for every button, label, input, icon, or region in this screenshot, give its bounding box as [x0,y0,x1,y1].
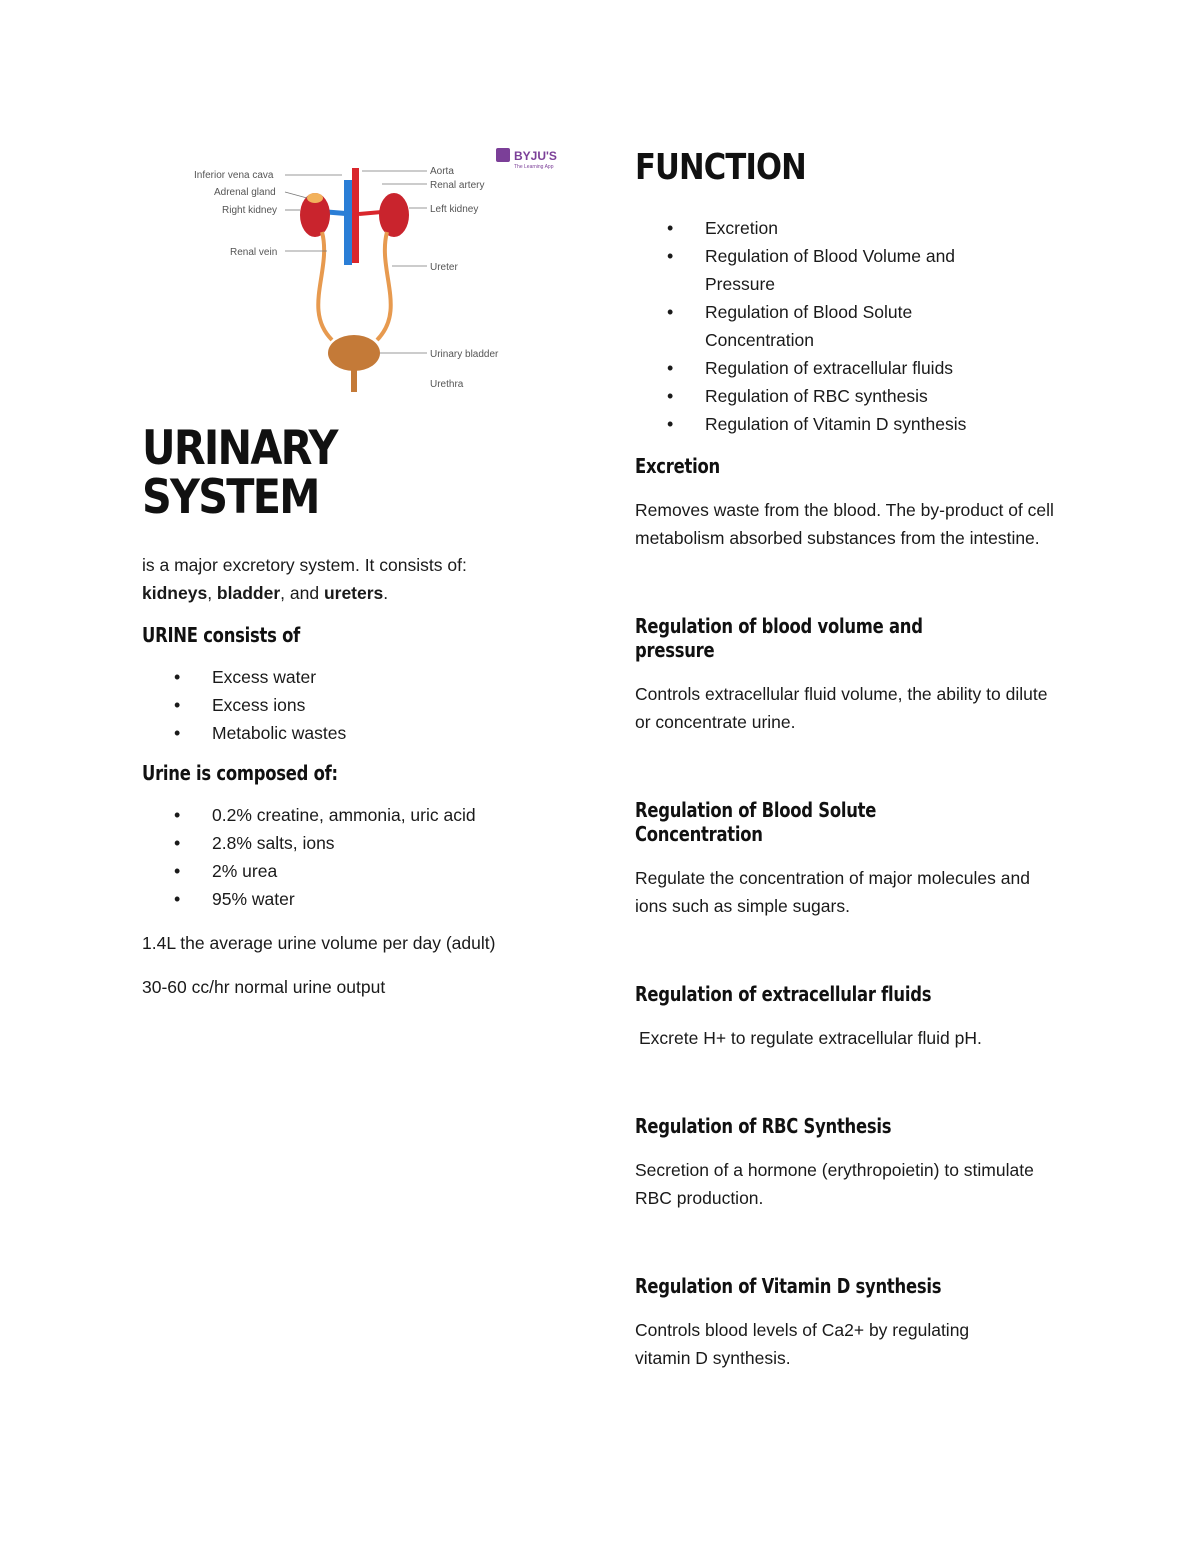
section-heading: Regulation of RBC Synthesis [635,1113,892,1138]
list-item: • 2.8% salts, ions [142,829,572,857]
section-heading: Regulation of extracellular fluids [635,981,932,1006]
right-ureter-shape [318,232,332,340]
list-item: • Excretion [635,214,1075,242]
brand-name: BYJU'S [514,149,557,163]
list-item: • Metabolic wastes [142,719,572,747]
intro-text [142,551,572,607]
list-item: • Excess ions [142,691,572,719]
section-heading: Regulation of Blood Solute Concentration [635,797,877,846]
label-adrenal-gland: Adrenal gland [214,187,276,198]
volume-note: 1.4L the average urine volume per day (adult) [142,932,496,953]
label-renal-vein: Renal vein [230,247,278,258]
urine-list [142,663,572,747]
aorta-shape [352,168,359,263]
section-body: Regulate the concentration of major molecules and ions such as simple sugars. [635,867,1030,916]
bladder-shape [328,335,380,371]
list-item: • Regulation of extracellular fluids [635,354,1075,382]
brand-logo-icon [496,148,510,162]
label-renal-artery: Renal artery [430,180,485,191]
composed-list [142,801,572,913]
list-item: • Regulation of Blood Solute Concentration [635,298,1005,354]
list-item: • Excess water [142,663,572,691]
adrenal-gland-shape [307,193,323,203]
section-heading: Excretion [635,453,720,478]
intro-sentence: is a major excretory system. It consists of: [142,554,467,575]
left-kidney-shape [379,193,409,237]
list-item: • 95% water [142,885,572,913]
renal-vein-shape [327,212,352,214]
section-heading: Regulation of Vitamin D synthesis [635,1273,942,1298]
vena-cava-shape [344,180,352,265]
section-body: Removes waste from the blood. The by-product of cell metabolism absorbed substances from the intestine. [635,499,1054,548]
intro-end: . [383,582,389,603]
section-body: Controls extracellular fluid volume, the ability to dilute or concentrate urine. [635,683,1048,732]
intro-bladder: bladder [216,582,281,603]
urine-heading: URINE consists of [142,622,301,647]
intro-ureters: ureters [323,582,384,603]
label-right-kidney: Right kidney [222,205,278,216]
section-heading: Regulation of blood volume and pressure [635,613,923,662]
label-urinary-bladder: Urinary bladder [430,349,499,360]
label-inferior-vena-cava: Inferior vena cava [194,170,274,181]
label-ureter: Ureter [430,262,458,273]
intro-sep-2: , and [280,582,324,603]
output-note: 30-60 cc/hr normal urine output [142,976,386,997]
intro-sep-1: , [207,582,217,603]
section-body: Excrete H+ to regulate extracellular fluid pH. [639,1027,982,1048]
left-ureter-shape [377,232,391,340]
label-urethra: Urethra [430,379,464,390]
function-title: FUNCTION [635,147,806,188]
diagram-svg [182,140,612,400]
intro-kidneys: kidneys [142,582,208,603]
section-body: Secretion of a hormone (erythropoietin) to stimulate RBC production. [635,1159,1034,1208]
list-item: • 2% urea [142,857,572,885]
label-aorta: Aorta [430,166,454,177]
urethra-shape [351,368,357,392]
list-item: • Regulation of Blood Volume and Pressure [635,242,1005,298]
page-title: URINARY SYSTEM [142,421,337,526]
composed-heading: Urine is composed of: [142,760,338,785]
list-item: • Regulation of Vitamin D synthesis [635,410,1075,438]
renal-artery-shape [359,212,382,214]
list-item: • Regulation of RBC synthesis [635,382,1075,410]
list-item: • 0.2% creatine, ammonia, uric acid [142,801,572,829]
right-column [635,140,1075,1372]
section-body: Controls blood levels of Ca2+ by regulating vitamin D synthesis. [635,1319,970,1368]
left-column [142,140,572,1001]
urinary-system-diagram [182,140,612,400]
brand-tagline: The Learning App [514,164,554,170]
label-left-kidney: Left kidney [430,204,479,215]
function-list [635,214,1075,438]
